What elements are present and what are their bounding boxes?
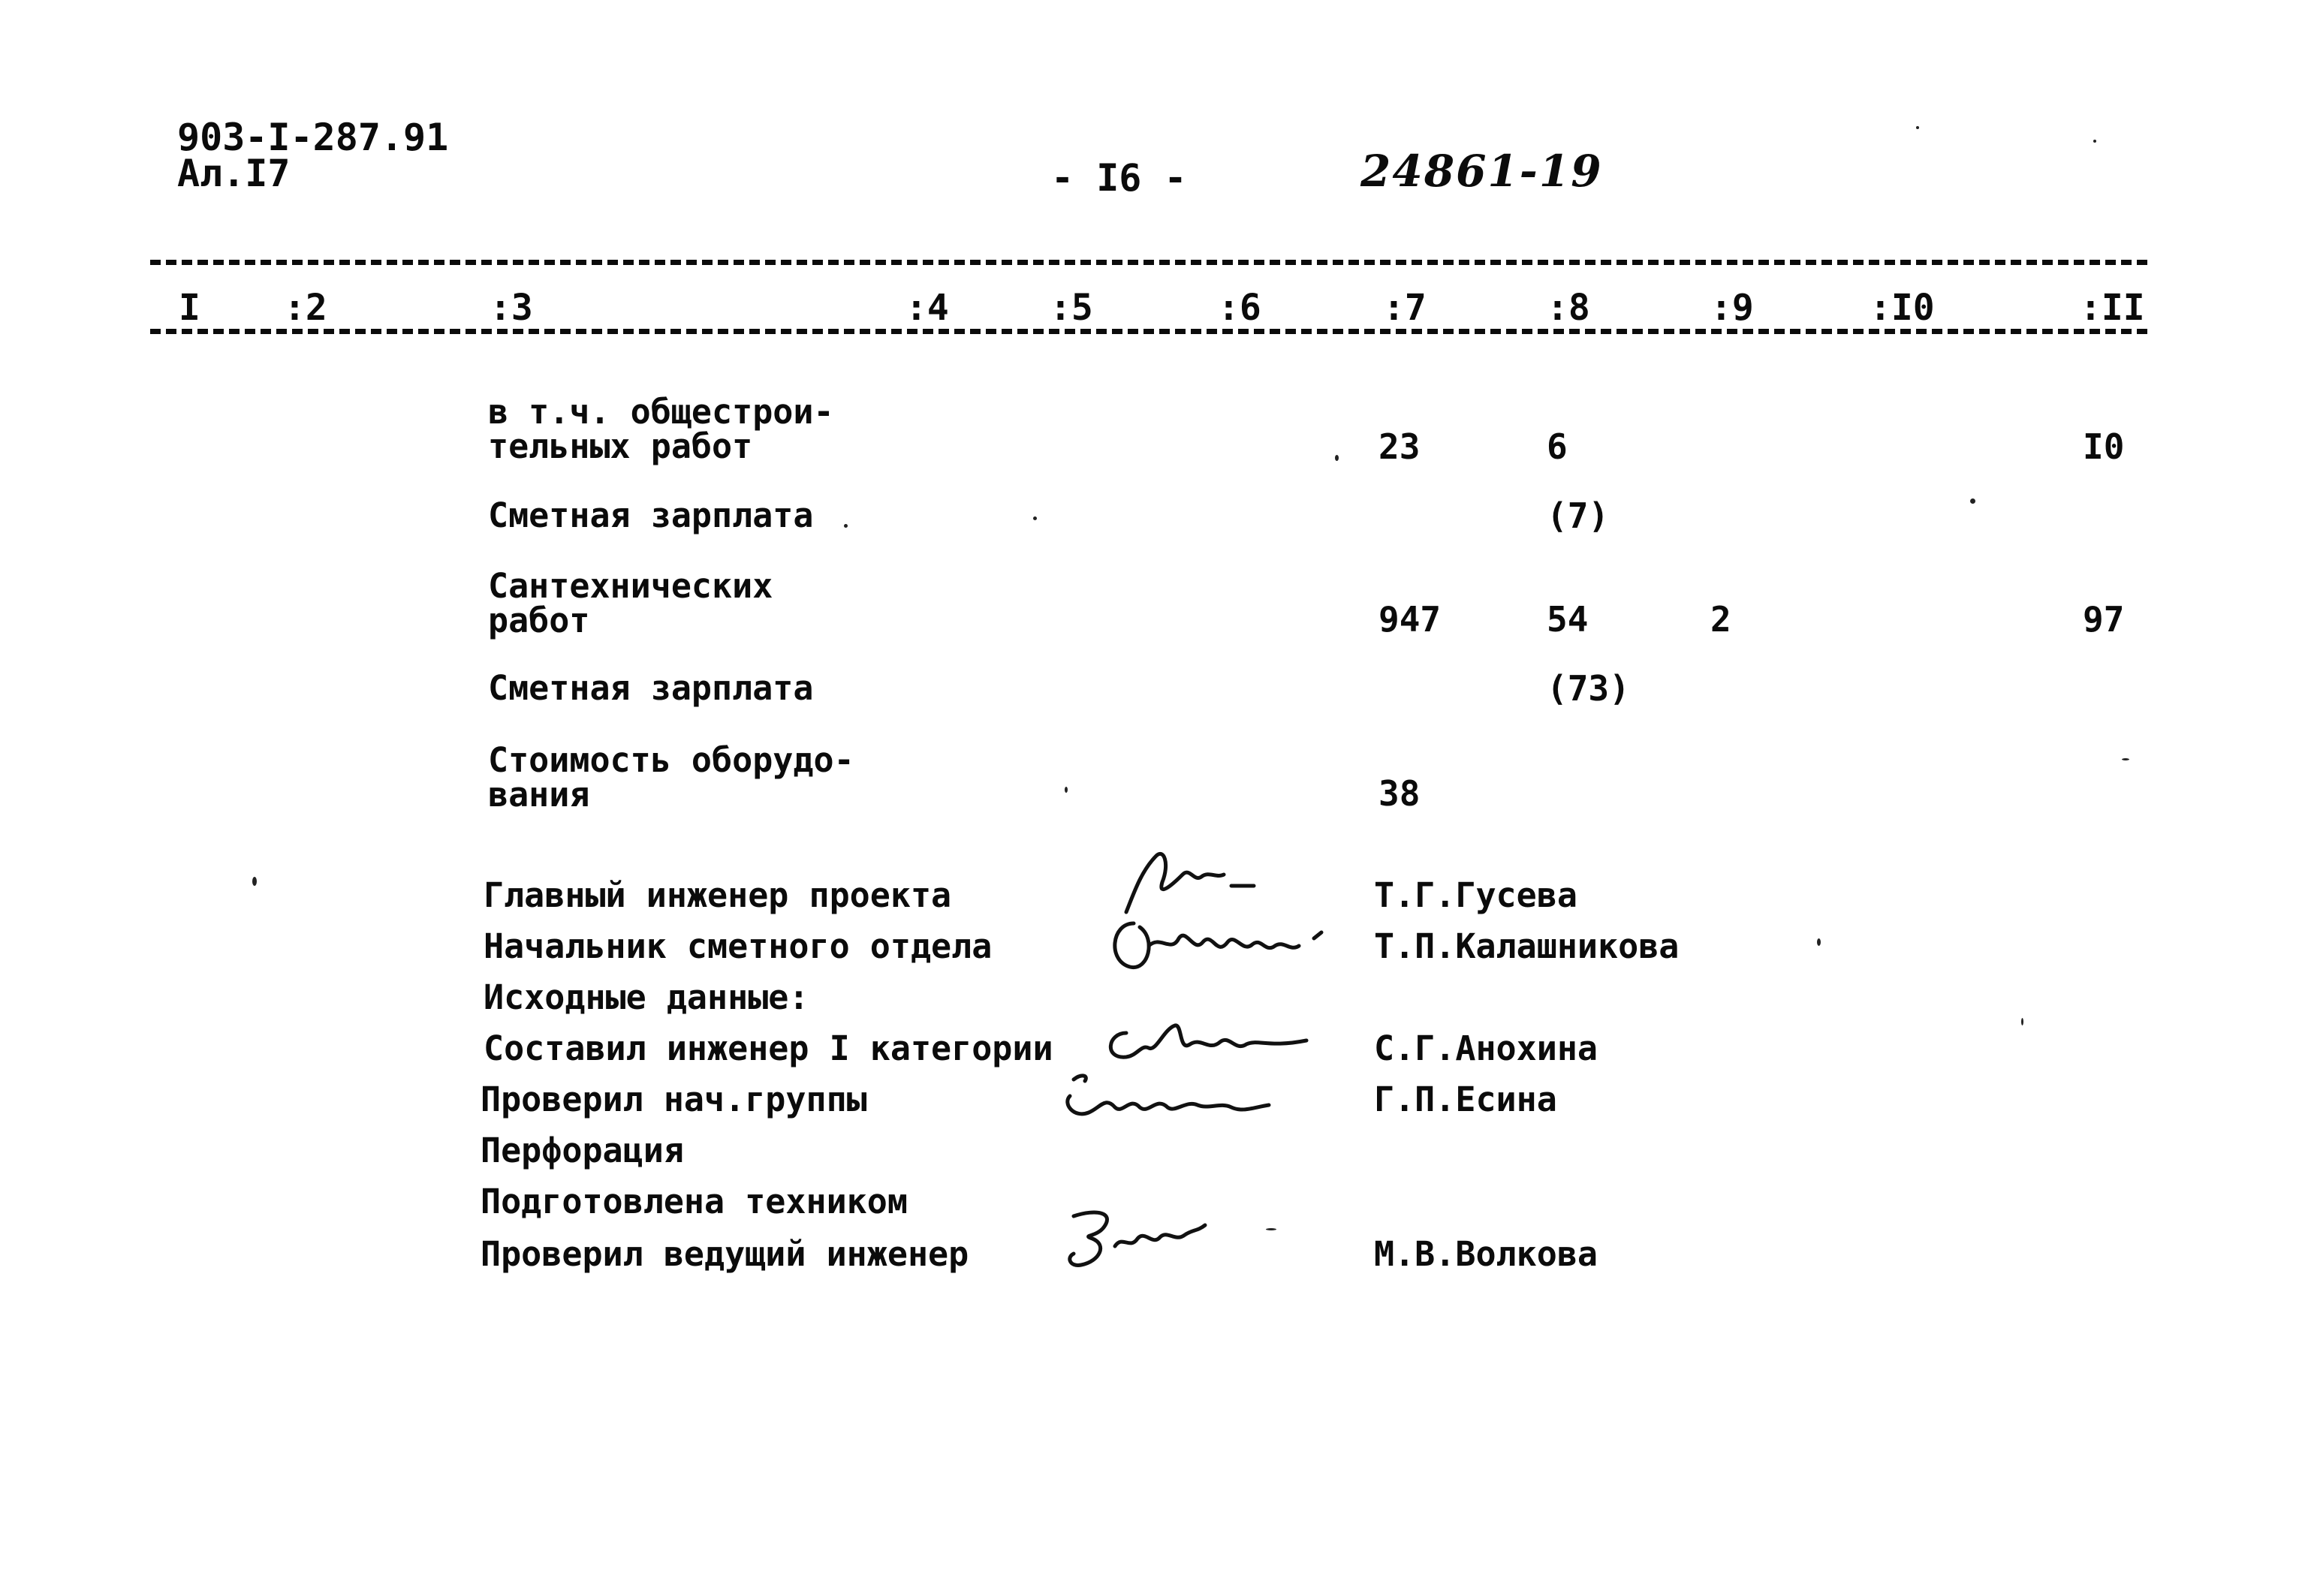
row-label-line: Стоимость оборудо- [488,740,854,780]
sheet-number: Ал.I7 [177,152,291,195]
cell-col-8: 54 [1547,599,1589,640]
signature-role: Перфорация [481,1131,684,1170]
scan-speck [1033,516,1037,520]
signature-role: Исходные данные: [484,977,809,1017]
cell-col-9: 2 [1710,599,1731,640]
signatory-name: Т.Г.Гусева [1374,875,1577,915]
row-label-line: вания [488,775,590,815]
cell-col-11: I0 [2083,426,2125,467]
column-2-label: :2 [284,287,327,329]
scan-speck [2093,140,2096,143]
handwritten-signature [1051,1201,1231,1276]
scan-speck [1266,1228,1276,1230]
column-1-label: I [179,287,200,329]
column-7-label: :7 [1383,287,1427,329]
row-label-line: Сметная зарплата [488,495,814,535]
column-8-label: :8 [1547,287,1590,329]
cell-col-8: (73) [1547,668,1630,709]
header-dashed-rule [150,260,2147,265]
row-label-line: в т.ч. общестрои- [488,392,834,432]
scan-speck [1916,126,1919,129]
cell-col-7: 38 [1378,773,1421,814]
signatory-name: Т.П.Калашникова [1374,926,1680,966]
scan-speck [1335,455,1339,461]
scan-speck [252,877,257,886]
signature-role: Составил инженер I категории [484,1028,1053,1068]
handwritten-signature [1051,1066,1291,1126]
row-label-line: Сметная зарплата [488,668,814,708]
scan-speck [1970,498,1975,504]
row-label-line: тельных работ [488,426,753,466]
handwritten-signature [1096,1010,1314,1071]
column-4-label: :4 [905,287,949,329]
signature-role: Проверил ведущий инженер [481,1234,969,1274]
signature-role: Подготовлена техником [481,1182,908,1221]
column-9-label: :9 [1710,287,1754,329]
column-5-label: :5 [1050,287,1093,329]
cell-col-8: 6 [1547,426,1568,467]
signature-role: Главный инженер проекта [484,875,952,915]
scan-speck [2021,1018,2023,1025]
cell-col-7: 23 [1378,426,1421,467]
handwritten-signature [1104,908,1351,976]
scan-speck [1817,938,1821,946]
cell-col-8: (7) [1547,495,1610,536]
project-code: 903-I-287.91 [177,116,449,159]
inventory-number: 24861-19 [1360,146,1603,197]
row-label-line: работ [488,601,590,640]
cell-col-11: 97 [2083,599,2125,640]
signatory-name: М.В.Волкова [1374,1234,1598,1274]
signature-role: Начальник сметного отдела [484,926,993,966]
cell-col-7: 947 [1378,599,1442,640]
column-header-dashed-rule [150,329,2147,334]
scan-speck [2122,758,2129,760]
scan-speck [1065,787,1068,793]
signatory-name: Г.П.Есина [1374,1080,1557,1119]
page-number: - I6 - [1051,156,1187,200]
column-3-label: :3 [490,287,533,329]
signature-role: Проверил нач.группы [481,1080,867,1119]
column-10-label: :I0 [1870,287,1935,329]
signatory-name: С.Г.Анохина [1374,1028,1598,1068]
column-6-label: :6 [1218,287,1261,329]
scan-speck [844,524,848,528]
column-11-label: :II [2080,287,2145,329]
row-label-line: Сантехнических [488,566,773,606]
